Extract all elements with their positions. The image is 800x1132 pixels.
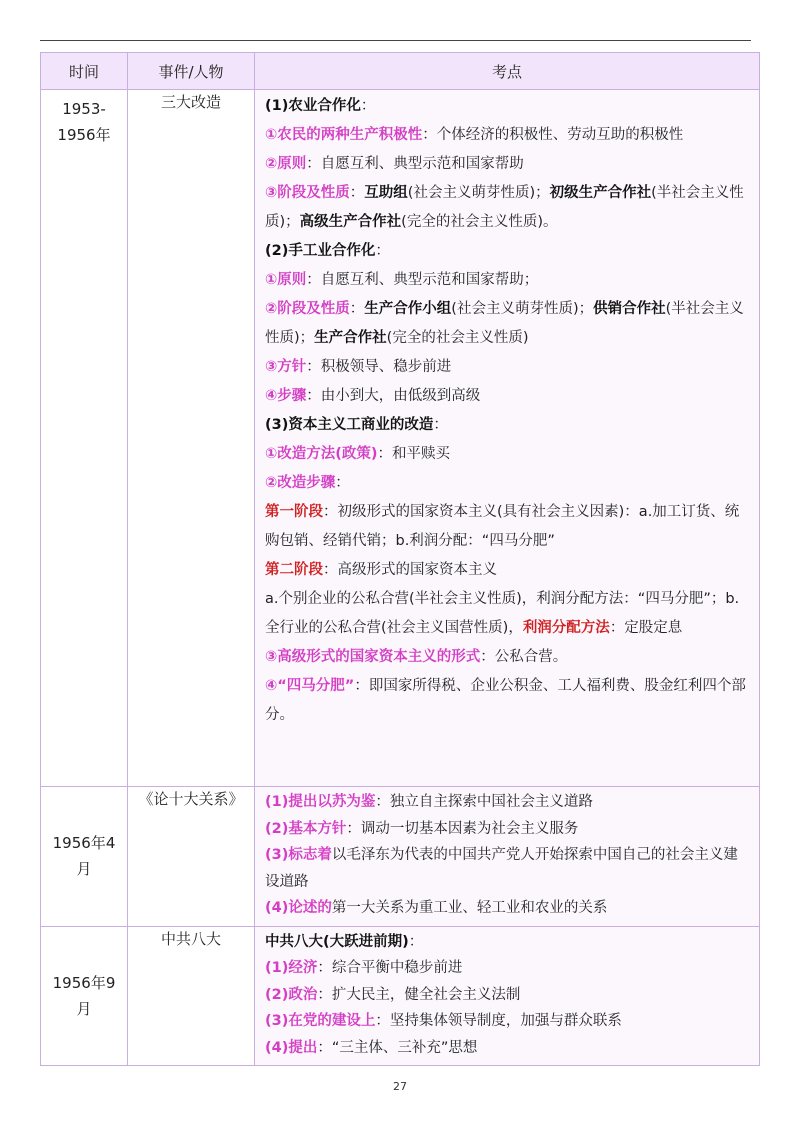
point-text: ：扩大民主，健全社会主义法制 bbox=[317, 986, 521, 1003]
point-text: (半社会主义性质)； bbox=[265, 301, 744, 346]
point-text: (3)标志着 bbox=[265, 847, 332, 863]
point-text: 第二阶段 bbox=[265, 562, 323, 578]
points-list bbox=[265, 92, 751, 730]
point-text: ：定股定息 bbox=[609, 620, 683, 636]
row-points bbox=[255, 787, 760, 927]
row-time: 1956年4月 bbox=[41, 787, 128, 927]
point-line bbox=[265, 179, 751, 237]
point-line bbox=[265, 816, 751, 843]
point-text: ②阶段及性质 bbox=[265, 301, 350, 317]
point-text: a.个别企业的公私合营(半社会主义性质)，利润分配方法：“四马分肥”；b.全行业的公私合营(社会主义国营性质)， bbox=[265, 591, 740, 636]
point-text: 第一阶段 bbox=[265, 504, 323, 520]
point-text: (4)提出 bbox=[265, 1039, 318, 1056]
point-line bbox=[265, 266, 751, 295]
point-text: (1)经济 bbox=[265, 960, 318, 976]
points-list bbox=[265, 789, 751, 922]
point-line bbox=[265, 382, 751, 411]
header-rule bbox=[40, 40, 751, 41]
row-event: 中共八大 bbox=[128, 926, 255, 1066]
point-text: ③方针 bbox=[265, 359, 307, 375]
point-line bbox=[265, 585, 751, 643]
point-line bbox=[265, 789, 751, 816]
point-text: ： bbox=[335, 475, 350, 491]
point-line bbox=[265, 1008, 751, 1035]
point-text: (完全的社会主义性质) bbox=[386, 330, 529, 346]
point-line bbox=[265, 92, 751, 121]
row-points bbox=[255, 90, 760, 787]
point-line bbox=[265, 440, 751, 469]
point-text: ： bbox=[375, 243, 390, 259]
point-text: ：坚持集体领导制度，加强与群众联系 bbox=[375, 1013, 622, 1029]
table-row bbox=[41, 90, 760, 787]
point-line bbox=[265, 411, 751, 440]
point-text: ①农民的两种生产积极性 bbox=[265, 127, 423, 143]
point-line bbox=[265, 1035, 751, 1062]
table-row bbox=[41, 926, 760, 1066]
point-text: ①原则 bbox=[265, 272, 307, 288]
row-points bbox=[255, 926, 760, 1066]
point-text: (1)农业合作化 bbox=[265, 98, 361, 114]
point-text: (3)在党的建设上 bbox=[265, 1013, 376, 1029]
point-text: (1)提出以苏为鉴 bbox=[265, 794, 376, 810]
point-text: ①改造方法(政策) bbox=[265, 446, 378, 462]
point-text: ：即国家所得税、企业公积金、工人福利费、股金红利四个部分。 bbox=[265, 678, 746, 723]
point-text: ： bbox=[349, 301, 365, 317]
point-line bbox=[265, 295, 751, 353]
point-text: (完全的社会主义性质)。 bbox=[401, 214, 558, 230]
point-text: 利润分配方法 bbox=[522, 620, 610, 636]
point-text: 互助组 bbox=[364, 185, 408, 201]
header-time: 时间 bbox=[41, 53, 128, 90]
point-text: (2)基本方针 bbox=[265, 820, 347, 837]
point-text: ④“四马分肥” bbox=[265, 678, 355, 694]
point-line bbox=[265, 237, 751, 266]
point-text: ：公私合营。 bbox=[480, 649, 568, 665]
point-line bbox=[265, 672, 751, 730]
point-text: ：自愿互利、典型示范和国家帮助； bbox=[306, 272, 539, 288]
point-line bbox=[265, 353, 751, 382]
point-text: ：调动一切基本因素为社会主义服务 bbox=[346, 820, 579, 837]
point-text: ②原则 bbox=[265, 156, 307, 172]
point-line bbox=[265, 498, 751, 556]
point-text: (2)政治 bbox=[265, 986, 318, 1003]
point-line bbox=[265, 955, 751, 982]
history-table bbox=[40, 52, 760, 1066]
page-number: 27 bbox=[393, 1080, 407, 1093]
point-text: ： bbox=[433, 417, 448, 433]
point-line bbox=[265, 556, 751, 585]
point-line bbox=[265, 929, 751, 956]
point-text: ： bbox=[360, 98, 376, 114]
header-event: 事件/人物 bbox=[128, 53, 255, 90]
point-text: ：初级形式的国家资本主义(具有社会主义因素)：a.加工订货、统购包销、经销代销；b.利润分配：“四马分肥” bbox=[265, 504, 740, 549]
point-text: ：综合平衡中稳步前进 bbox=[317, 960, 463, 976]
row-event: 三大改造 bbox=[128, 90, 255, 787]
point-text: ： bbox=[349, 185, 365, 201]
point-text: ： bbox=[408, 933, 424, 950]
point-text: (4)论述的 bbox=[265, 900, 332, 916]
point-text: 供销合作社 bbox=[593, 301, 666, 317]
point-text: 初级生产合作社 bbox=[549, 185, 652, 201]
point-line bbox=[265, 842, 751, 895]
row-time: 1956年9月 bbox=[41, 926, 128, 1066]
point-text: (半社会主义性质)； bbox=[265, 185, 744, 230]
point-text: 生产合作社 bbox=[314, 330, 387, 346]
point-text: 以毛泽东为代表的中国共产党人开始探索中国自己的社会主义建设道路 bbox=[265, 847, 738, 890]
point-text: 高级生产合作社 bbox=[299, 214, 402, 230]
row-event: 《论十大关系》 bbox=[128, 787, 255, 927]
point-text: ：由小到大，由低级到高级 bbox=[306, 388, 481, 404]
header-points: 考点 bbox=[255, 53, 760, 90]
point-text: (社会主义萌芽性质)； bbox=[407, 185, 550, 201]
point-text: (3)资本主义工商业的改造 bbox=[265, 417, 434, 433]
point-text: ：个体经济的积极性、劳动互助的积极性 bbox=[422, 127, 684, 143]
point-text: ：和平赎买 bbox=[377, 446, 451, 462]
point-line bbox=[265, 982, 751, 1009]
point-text: ②改造步骤 bbox=[265, 475, 336, 491]
point-line bbox=[265, 895, 751, 922]
point-line bbox=[265, 121, 751, 150]
point-text: ：“三主体、三补充”思想 bbox=[317, 1039, 478, 1056]
point-line bbox=[265, 150, 751, 179]
point-text: ③阶段及性质 bbox=[265, 185, 350, 201]
point-text: (社会主义萌芽性质)； bbox=[451, 301, 594, 317]
point-text: ③高级形式的国家资本主义的形式 bbox=[265, 649, 481, 665]
table-row bbox=[41, 787, 760, 927]
point-text: 中共八大(大跃进前期) bbox=[265, 933, 409, 950]
point-line bbox=[265, 469, 751, 498]
point-text: ：独立自主探索中国社会主义道路 bbox=[375, 794, 593, 810]
point-text: (2)手工业合作化 bbox=[265, 243, 376, 259]
points-list bbox=[265, 929, 751, 1062]
point-text: ④步骤 bbox=[265, 388, 307, 404]
point-text: ：高级形式的国家资本主义 bbox=[323, 562, 497, 578]
point-line bbox=[265, 643, 751, 672]
table-header-row bbox=[41, 53, 760, 90]
point-text: 第一大关系为重工业、轻工业和农业的关系 bbox=[331, 900, 608, 916]
point-text: ：积极领导、稳步前进 bbox=[306, 359, 452, 375]
point-text: 生产合作小组 bbox=[364, 301, 452, 317]
row-time: 1953-1956年 bbox=[41, 90, 128, 787]
point-text: ：自愿互利、典型示范和国家帮助 bbox=[306, 156, 524, 172]
